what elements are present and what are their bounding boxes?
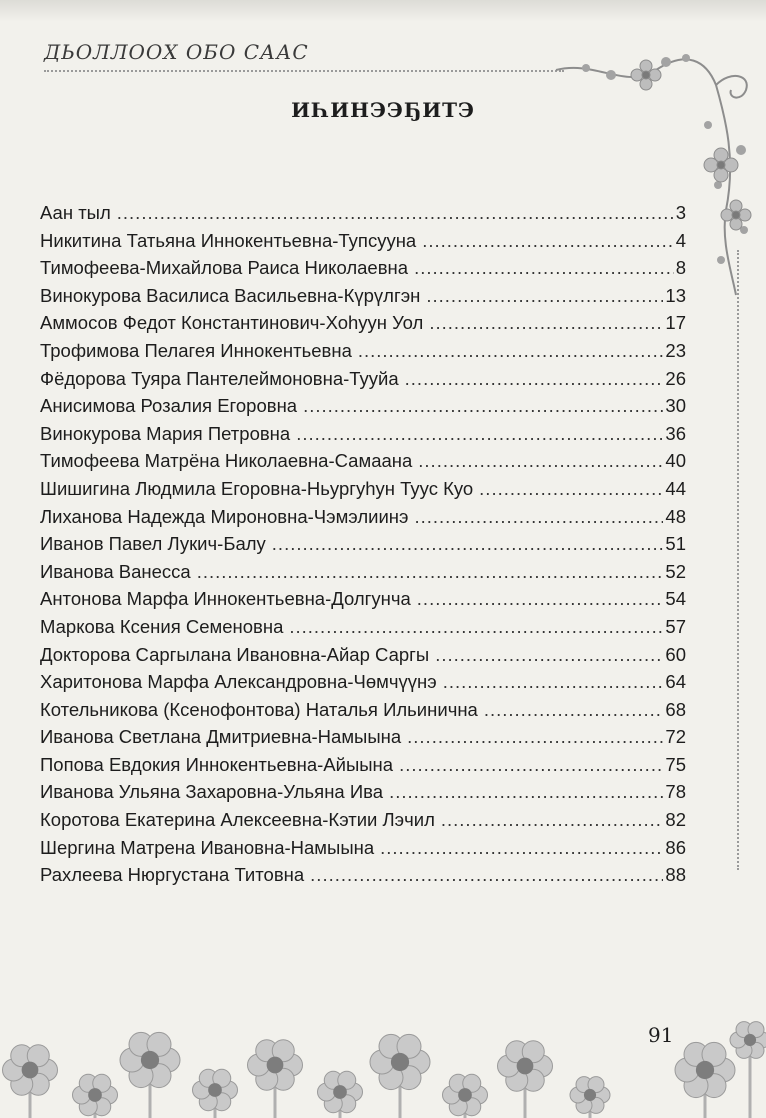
toc-entry-page: 72 (665, 726, 686, 748)
page-number: 91 (648, 1023, 674, 1047)
toc-dot-leader (441, 809, 664, 831)
toc-entry-name: Винокурова Мария Петровна (40, 422, 291, 444)
toc-dot-leader (435, 644, 663, 666)
toc-entry (40, 809, 686, 837)
toc-entry-page: 8 (675, 257, 686, 279)
toc-entry-page: 30 (665, 395, 686, 417)
top-shadow (0, 0, 766, 22)
toc-dot-leader (414, 257, 674, 279)
flower-icon (498, 1041, 553, 1118)
toc-entry-name: Антонова Марфа Иннокентьевна-Долгунча (40, 588, 411, 610)
toc-entry (40, 754, 686, 782)
toc-entry (40, 506, 686, 534)
toc-entry-name: Попова Евдокия Иннокентьевна-Айыына (40, 753, 394, 775)
toc-dot-leader (429, 312, 663, 334)
toc-entry-name: Рахлеева Нюргустана Титовна (40, 864, 305, 886)
toc-dot-leader (418, 450, 663, 472)
side-dotted-rule (737, 250, 739, 870)
toc-dot-leader (296, 423, 663, 445)
toc-entry (40, 257, 686, 285)
toc-entry-page: 86 (665, 836, 686, 858)
flower-icon (120, 1032, 180, 1118)
toc-entry-name: Шишигина Людмила Егоровна-Ньургуһун Туус Куо (40, 477, 474, 499)
toc-entry-page: 48 (665, 505, 686, 527)
toc-entry (40, 864, 686, 892)
toc-entry (40, 450, 686, 478)
toc-dot-leader (117, 202, 674, 224)
flower-icon (370, 1034, 430, 1118)
toc-entry-page: 64 (665, 671, 686, 693)
toc-entry (40, 340, 686, 368)
toc-dot-leader (358, 340, 664, 362)
toc-entry-name: Фёдорова Туяра Пантелеймоновна-Тууйа (40, 367, 399, 389)
flower-icon (443, 1074, 488, 1118)
flower-border-ornament (0, 1000, 766, 1118)
toc-entry-name: Коротова Екатерина Алексеевна-Кэтии Лэчил (40, 809, 435, 831)
toc-entry (40, 312, 686, 340)
toc-entry-name: Аан тыл (40, 202, 111, 223)
toc-entry (40, 395, 686, 423)
toc-entry-page: 82 (665, 809, 686, 831)
toc-entry-page: 40 (665, 450, 686, 472)
toc-entry (40, 699, 686, 727)
toc-dot-leader (414, 506, 663, 528)
toc-entry-name: Тимофеева Матрёна Николаевна-Самаана (40, 450, 413, 472)
toc-entry-page: 13 (665, 284, 686, 306)
toc-entry-name: Трофимова Пелагея Иннокентьевна (40, 339, 352, 361)
toc-entry (40, 837, 686, 865)
toc-entry (40, 588, 686, 616)
toc-entry (40, 561, 686, 589)
flower-icon (73, 1074, 118, 1118)
toc-entry-name: Винокурова Василиса Васильевна-Күрүлгэн (40, 284, 421, 306)
toc-dot-leader (417, 588, 664, 610)
toc-dot-leader (443, 671, 664, 693)
toc-entry-page: 3 (675, 202, 686, 223)
toc-entry-page: 54 (665, 588, 686, 610)
toc-entry-name: Аммосов Федот Константинович-Хоһуун Уол (40, 312, 424, 334)
toc-entry (40, 616, 686, 644)
table-of-contents (40, 202, 686, 892)
toc-dot-leader (426, 285, 663, 307)
toc-entry-name: Иванова Ванесса (40, 560, 191, 582)
toc-entry (40, 478, 686, 506)
toc-entry-page: 60 (665, 643, 686, 665)
toc-entry (40, 368, 686, 396)
toc-entry-page: 57 (665, 615, 686, 637)
flower-icon (675, 1042, 735, 1118)
toc-entry (40, 781, 686, 809)
toc-dot-leader (399, 754, 663, 776)
toc-entry-page: 68 (665, 698, 686, 720)
toc-entry-name: Анисимова Розалия Егоровна (40, 395, 298, 417)
toc-entry (40, 230, 686, 258)
flower-icon (3, 1045, 58, 1118)
toc-dot-leader (484, 699, 664, 721)
toc-entry-name: Иванова Светлана Дмитриевна-Намыына (40, 726, 402, 748)
toc-entry-page: 36 (665, 422, 686, 444)
toc-entry-page: 75 (665, 753, 686, 775)
toc-entry (40, 533, 686, 561)
toc-entry-page: 44 (665, 477, 686, 499)
toc-entry (40, 726, 686, 754)
toc-dot-leader (380, 837, 663, 859)
flower-icon (193, 1069, 238, 1118)
toc-dot-leader (407, 726, 663, 748)
toc-entry-name: Иванов Павел Лукич-Балу (40, 533, 266, 555)
toc-entry (40, 285, 686, 313)
running-header: ДЬОЛЛООХ ОБО СААС (44, 40, 309, 64)
toc-entry-page: 26 (665, 367, 686, 389)
header-dotted-rule (44, 70, 564, 72)
flower-icon (248, 1040, 303, 1118)
toc-entry (40, 644, 686, 672)
toc-entry-name: Харитонова Марфа Александровна-Чөмчүүнэ (40, 671, 437, 693)
toc-entry-name: Маркова Ксения Семеновна (40, 615, 284, 637)
toc-entry-name: Лиханова Надежда Мироновна-Чэмэлиинэ (40, 505, 409, 527)
toc-dot-leader (405, 368, 664, 390)
toc-entry-page: 52 (665, 560, 686, 582)
flower-icon (570, 1077, 610, 1118)
toc-entry-name: Шергина Матрена Ивановна-Намыына (40, 836, 375, 858)
toc-entry (40, 202, 686, 230)
toc-entry-page: 51 (665, 533, 686, 555)
toc-dot-leader (289, 616, 663, 638)
toc-entry (40, 671, 686, 699)
toc-entry-page: 88 (665, 864, 686, 886)
toc-entry-name: Котельникова (Ксенофонтова) Наталья Ильинична (40, 698, 478, 720)
flower-icon (318, 1071, 363, 1118)
toc-dot-leader (479, 478, 663, 500)
toc-entry-page: 23 (665, 339, 686, 361)
toc-dot-leader (303, 395, 663, 417)
toc-dot-leader (422, 230, 673, 252)
toc-dot-leader (310, 864, 663, 886)
toc-entry-name: Докторова Саргылана Ивановна-Айар Саргы (40, 643, 430, 665)
toc-entry-page: 4 (675, 229, 686, 251)
toc-dot-leader (389, 781, 663, 803)
toc-dot-leader (272, 533, 664, 555)
toc-entry-name: Никитина Татьяна Иннокентьевна-Тупсууна (40, 229, 417, 251)
toc-dot-leader (197, 561, 664, 583)
contents-title: ИҺИНЭЭҔИТЭ (291, 98, 475, 122)
toc-entry-name: Иванова Ульяна Захаровна-Ульяна Ива (40, 781, 384, 803)
toc-entry (40, 423, 686, 451)
toc-entry-page: 17 (665, 312, 686, 334)
toc-entry-page: 78 (665, 781, 686, 803)
toc-entry-name: Тимофеева-Михайлова Раиса Николаевна (40, 257, 409, 279)
